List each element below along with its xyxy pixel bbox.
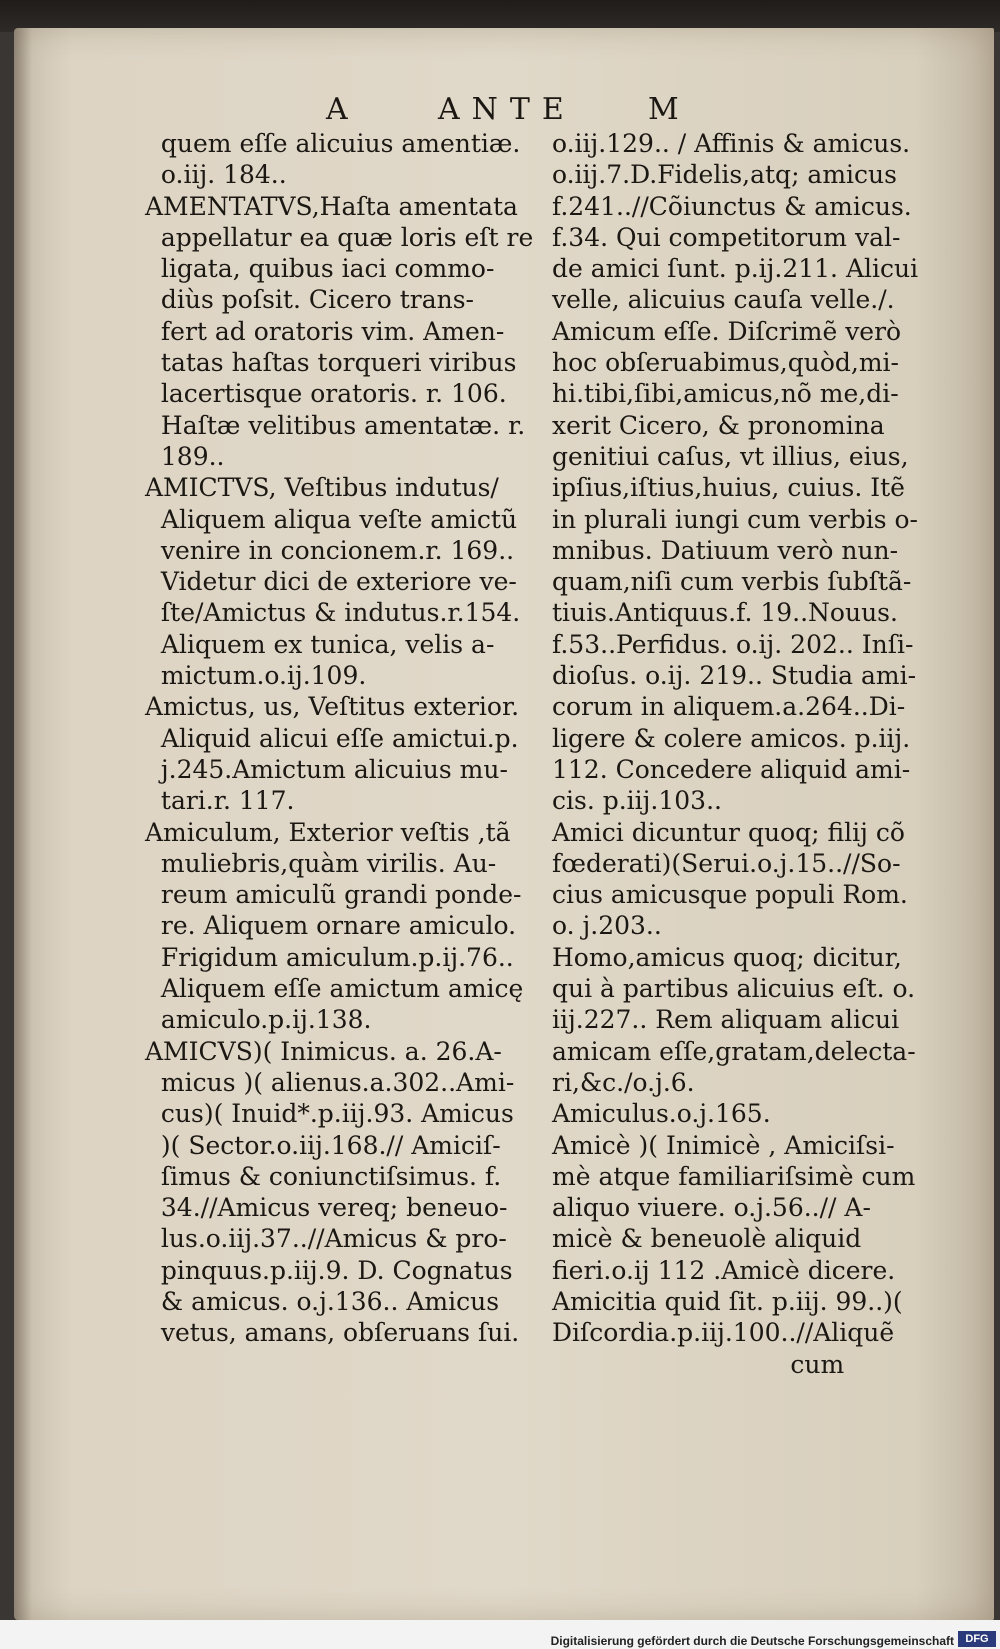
text-line: corum in aliquem.a.264..Di- — [552, 692, 906, 722]
text-line: o.iij.129.. / Affinis & amicus. — [552, 129, 911, 158]
text-line: & amicus. o.j.136.. Amicus — [145, 1286, 500, 1316]
text-line: o. j.203.. — [552, 911, 662, 941]
text-line: Frigidum amiculum.p.ij.76.. — [145, 942, 514, 972]
text-line: muliebris,quàm virilis. Au- — [145, 848, 497, 878]
text-line: lus.o.iij.37..//Amicus & pro- — [145, 1224, 507, 1254]
text-line: ri,&c./o.j.6. — [552, 1067, 695, 1097]
text-line: amicam eſſe,gratam,delecta- — [552, 1036, 916, 1066]
text-line: Amicum eſſe. Diſcrimẽ verò — [552, 316, 902, 346]
text-line: ſimus & coniunctiſsimus. f. — [145, 1161, 502, 1191]
footer-credit: Digitalisierung gefördert durch die Deutsche Forschungsgemeinschaft — [550, 1634, 954, 1648]
text-line: AMICVS)( Inimicus. a. 26.A- — [145, 1036, 502, 1066]
text-line: amiculo.p.ij.138. — [145, 1005, 372, 1035]
text-line: velle, alicuius cauſa velle./. — [552, 285, 895, 315]
text-line: quam,niſi cum verbis ſubſtã- — [552, 567, 912, 597]
text-line: micus )( alienus.a.302..Ami- — [145, 1067, 515, 1097]
text-line: Haſtæ velitibus amentatæ. r. — [145, 410, 526, 440]
text-line: qui à partibus alicuius eſt. o. — [552, 974, 916, 1004]
text-line: Amiculus.o.j.165. — [552, 1099, 771, 1129]
text-line: tiuis.Antiquus.f. 19..Nouus. — [552, 598, 898, 628]
text-line: 34.//Amicus vereq; beneuo- — [145, 1193, 508, 1223]
left-column — [145, 128, 535, 1349]
text-line: iij.227.. Rem aliquam alicui — [552, 1005, 900, 1035]
text-line: 189.. — [145, 441, 225, 471]
text-line: Homo,amicus quoq; dicitur, — [552, 942, 902, 972]
text-line: pinquus.p.iij.9. D. Cognatus — [145, 1255, 513, 1285]
dfg-logo: DFG — [958, 1631, 996, 1647]
text-line: o.iij.7.D.Fidelis,atq; amicus — [552, 160, 897, 190]
text-line: Amictus, us, Veſtitus exterior. — [145, 692, 520, 722]
text-line: f.34. Qui competitorum val- — [552, 222, 901, 252]
text-line: cius amicusque populi Rom. — [552, 880, 908, 910]
text-line: Aliquem ex tunica, velis a- — [145, 629, 495, 659]
text-line: cis. p.iij.103.. — [552, 786, 722, 816]
text-line: tari.r. 117. — [145, 786, 295, 816]
text-line: mnibus. Datiuum verò nun- — [552, 535, 899, 565]
text-line: dioſus. o.ij. 219.. Studia ami- — [552, 661, 917, 691]
header-center: ANTE — [438, 92, 576, 127]
text-line: reum amiculũ grandi ponde- — [145, 880, 522, 910]
text-line: o.iij. 184.. — [145, 160, 287, 190]
text-line: tatas haſtas torqueri viribus — [145, 348, 517, 378]
text-line: Amiculum, Exterior veſtis ,tã — [145, 817, 511, 847]
text-line: diùs poſsit. Cicero trans- — [145, 285, 474, 315]
text-line: Videtur dici de exteriore ve- — [145, 567, 517, 597]
page-gutter-shadow — [14, 28, 32, 1620]
running-header — [0, 92, 1000, 132]
text-line: )( Sector.o.iij.168.// Amiciſ- — [145, 1130, 501, 1160]
text-line: genitiui caſus, vt illius, eius, — [552, 441, 909, 471]
text-line: ipſius,iſtius,huius, cuius. Itẽ — [552, 473, 905, 503]
text-line: lacertisque oratoris. r. 106. — [145, 379, 507, 409]
text-line: Aliquem eſſe amictum amicę — [145, 974, 524, 1004]
text-line: Amicitia quid ſit. p.iij. 99..)( — [552, 1286, 903, 1316]
text-line: ligere & colere amicos. p.iij. — [552, 723, 911, 753]
text-line: vetus, amans, obſeruans ſui. — [145, 1318, 520, 1348]
text-line: Amici dicuntur quoq; filij cõ — [552, 817, 905, 847]
text-line: AMICTVS, Veſtibus indutus/ — [145, 473, 499, 503]
text-line: j.245.Amictum alicuius mu- — [145, 754, 508, 784]
text-line: appellatur ea quæ loris eſt re — [145, 222, 534, 252]
text-line: cus)( Inuid*.p.iij.93. Amicus — [145, 1099, 514, 1129]
text-line: f.53..Perfidus. o.ij. 202.. Inſi- — [552, 629, 914, 659]
text-line: xerit Cicero, & pronomina — [552, 410, 885, 440]
text-line: hoc obſeruabimus,quòd,mi- — [552, 348, 899, 378]
text-line: f.241..//Cõiunctus & amicus. — [552, 191, 912, 221]
text-line: 112. Concedere aliquid ami- — [552, 754, 911, 784]
text-line: re. Aliquem ornare amiculo. — [145, 911, 517, 941]
text-line: ligata, quibus iaci commo- — [145, 254, 495, 284]
right-column — [552, 128, 952, 1380]
text-line: Amicè )( Inimicè , Amiciſsi- — [552, 1130, 895, 1160]
text-line: fert ad oratoris vim. Amen- — [145, 316, 505, 346]
text-line: ſte/Amictus & indutus.r.154. — [145, 598, 521, 628]
text-line: quem eſſe alicuius amentiæ. — [145, 129, 521, 158]
text-line: aliquo viuere. o.j.56..// A- — [552, 1193, 871, 1223]
text-line: de amici ſunt. p.ij.211. Alicui — [552, 254, 919, 284]
header-left: A — [326, 92, 350, 127]
text-line: fieri.o.ij 112 .Amicè dicere. — [552, 1255, 896, 1285]
text-line: mictum.o.ij.109. — [145, 661, 367, 691]
text-line: Aliquid alicui eſſe amictui.p. — [145, 723, 519, 753]
text-line: hi.tibi,ſibi,amicus,nõ me,di- — [552, 379, 899, 409]
text-line: Aliquem aliqua veſte amictũ — [145, 504, 518, 534]
text-line: mè atque familiariſsimè cum — [552, 1161, 916, 1191]
text-line: micè & beneuolè aliquid — [552, 1224, 862, 1254]
text-line: AMENTATVS,Haſta amentata — [145, 191, 518, 221]
text-line: fœderati)(Serui.o.j.15..//So- — [552, 848, 901, 878]
text-line: in plurali iungi cum verbis o- — [552, 504, 918, 534]
text-line: Diſcordia.p.iij.100..//Aliquẽ — [552, 1318, 895, 1348]
header-right: M — [648, 92, 681, 127]
text-line: cum — [552, 1349, 845, 1379]
text-line: venire in concionem.r. 169.. — [145, 535, 515, 565]
